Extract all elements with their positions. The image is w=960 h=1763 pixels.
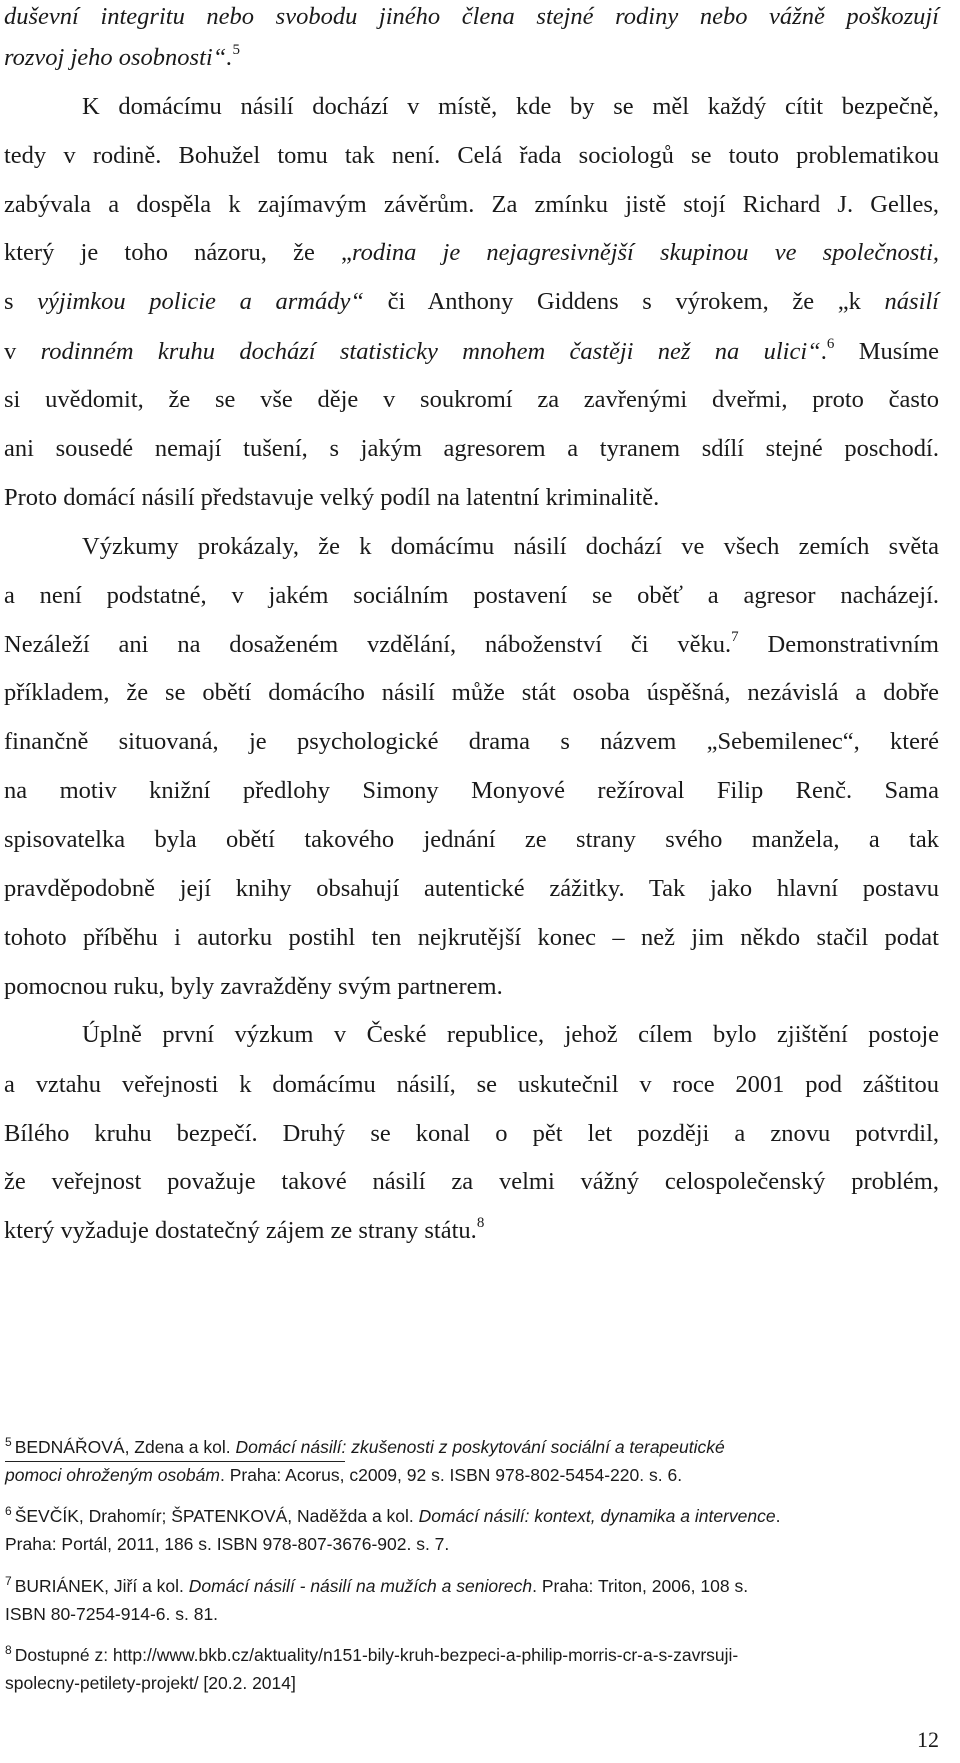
text-run: Praha: Portál, 2011, 186 s. ISBN 978-807-3676-902. s. 7.: [5, 1534, 450, 1554]
text-line: [4, 725, 939, 759]
text-run: že veřejnost považuje takové násilí za velmi vážný celospolečenský problém,: [4, 1168, 939, 1195]
text-run: a vztahu veřejnosti k domácímu násilí, se uskutečnil v roce 2001 pod záštitou: [4, 1071, 939, 1098]
footnote-line: [5, 1642, 738, 1668]
text-run: si uvědomit, že se vše děje v soukromí za zavřenými dveřmi, proto často: [4, 386, 939, 413]
text-run: tohoto příběhu i autorku postihl ten nejkrutější konec – než jim někdo stačil podat: [4, 924, 939, 951]
footnote-ref: 7: [731, 629, 739, 645]
text-line: [4, 481, 939, 515]
text-line: [4, 872, 939, 906]
footnote-ref: 7: [5, 1574, 12, 1588]
text-run: . Praha: Acorus, c2009, 92 s. ISBN 978-802-5454-220. s. 6.: [219, 1465, 683, 1485]
text-run: Výzkumy prokázaly, že k domácímu násilí dochází ve všech zemích světa: [82, 533, 939, 560]
footnote-line: [5, 1573, 748, 1599]
italic-text: rodina je nejagresivnější skupinou ve společnosti,: [351, 239, 939, 266]
footnote-line: [5, 1503, 781, 1529]
italic-text: pomoci ohroženým osobám: [5, 1465, 220, 1485]
text-line: [4, 970, 939, 1004]
footnote-ref: 6: [826, 336, 835, 352]
text-line: [4, 1165, 939, 1199]
footnote-ref: 5: [232, 42, 240, 58]
text-line: [82, 530, 939, 564]
footnote-ref: 8: [476, 1215, 485, 1231]
text-run: finančně situovaná, je psychologické drama s názvem „Sebemilenec“, které: [4, 728, 939, 755]
text-run: . Praha: Triton, 2006, 108 s.: [532, 1576, 749, 1596]
text-run: BURIÁNEK, Jiří a kol.: [14, 1576, 189, 1596]
footnote-ref: 6: [5, 1504, 12, 1518]
text-run: ani sousedé nemají tušení, s jakým agresorem a tyranem sdílí stejné poschodí.: [4, 435, 939, 462]
text-line: [4, 432, 939, 466]
footnote-ref: 8: [5, 1643, 12, 1657]
italic-text: Domácí násilí - násilí na mužích a seniorech: [188, 1576, 533, 1596]
footnote-ref: 5: [5, 1435, 12, 1449]
text-run: tedy v rodině. Bohužel tomu tak není. Celá řada sociologů se touto problematikou: [4, 142, 939, 169]
text-run: který je toho názoru, že „: [4, 239, 352, 266]
text-run: Úplně první výzkum v České republice, jehož cílem bylo zjištění postoje: [82, 1021, 939, 1048]
text-line: [4, 383, 939, 417]
footnote-line: [5, 1670, 296, 1696]
text-run: v: [4, 338, 41, 365]
text-line: [4, 139, 939, 173]
text-run: a není podstatné, v jakém sociálním postavení se oběť a agresor nacházejí.: [4, 582, 939, 609]
text-run: BEDNÁŘOVÁ, Zdena a kol.: [14, 1437, 236, 1457]
text-line: [4, 774, 939, 808]
text-run: K domácímu násilí dochází v místě, kde by se měl každý cítit bezpečně,: [82, 93, 939, 120]
footnote-line: [5, 1531, 449, 1557]
text-run: pomocnou ruku, byly zavražděny svým partnerem.: [4, 973, 503, 1000]
text-run: který vyžaduje dostatečný zájem ze strany státu.: [4, 1217, 477, 1244]
footnote-line: [5, 1434, 725, 1460]
text-run: Nezáleží ani na dosaženém vzdělání, náboženství či věku.: [4, 631, 732, 658]
text-run: zabývala a dospěla k zajímavým závěrům. Za zmínku jistě stojí Richard J. Gelles,: [4, 191, 939, 218]
italic-text: duševní integritu nebo svobodu jiného člena stejné rodiny nebo vážně poškozují: [4, 3, 939, 30]
text-run: .: [775, 1506, 781, 1526]
footnote-line: [5, 1462, 682, 1488]
text-run: příkladem, že se obětí domácího násilí může stát osoba úspěšná, nezávislá a dobře: [4, 679, 939, 706]
text-run: pravděpodobně její knihy obsahují autentické zážitky. Tak jako hlavní postavu: [4, 875, 939, 902]
text-line: [4, 188, 939, 222]
footnote-line: [5, 1601, 218, 1627]
text-run: Demonstrativním: [738, 631, 939, 658]
text-run: na motiv knižní předlohy Simony Monyové režíroval Filip Renč. Sama: [4, 777, 939, 804]
text-run: spolecny-petilety-projekt/ [20.2. 2014]: [5, 1673, 296, 1693]
italic-text: rodinném kruhu dochází statisticky mnohem častěji než na ulici“: [40, 338, 821, 365]
italic-text: výjimkou policie a armády“: [37, 288, 364, 315]
text-run: ISBN 80-7254-914-6. s. 81.: [5, 1604, 219, 1624]
text-line: [4, 236, 939, 270]
text-line: [4, 628, 939, 662]
text-line: [4, 335, 939, 369]
text-line: [82, 1018, 939, 1052]
text-run: Dostupné z: http://www.bkb.cz/aktuality/n151-bily-kruh-bezpeci-a-philip-morris-cr-a-s-zavrsuji-: [14, 1645, 739, 1665]
text-line: [4, 823, 939, 857]
text-run: Musíme: [834, 338, 939, 365]
text-run: či Anthony Giddens s výrokem, že „k: [363, 288, 885, 315]
text-line: [4, 1214, 939, 1248]
text-line: [4, 1068, 939, 1102]
text-run: Bílého kruhu bezpečí. Druhý se konal o pět let později a znovu potvrdil,: [4, 1120, 939, 1147]
text-run: Proto domácí násilí představuje velký podíl na latentní kriminalitě.: [4, 484, 660, 511]
italic-text: násilí: [884, 288, 939, 315]
text-run: .: [820, 338, 827, 365]
text-run: ŠEVČÍK, Drahomír; ŠPATENKOVÁ, Naděžda a kol.: [14, 1506, 419, 1526]
text-run: s: [4, 288, 38, 315]
page-number: 12: [917, 1727, 939, 1752]
text-line: [82, 90, 939, 124]
text-line: [4, 1117, 939, 1151]
text-line: [4, 0, 939, 34]
text-run: spisovatelka byla obětí takového jednání ze strany svého manžela, a tak: [4, 826, 939, 853]
italic-text: Domácí násilí: kontext, dynamika a intervence: [418, 1506, 776, 1526]
text-line: [4, 579, 939, 613]
text-line: [4, 921, 939, 955]
text-line: [4, 676, 939, 710]
text-line: [4, 41, 939, 75]
italic-text: Domácí násilí: zkušenosti z poskytování sociální a terapeutické: [235, 1437, 725, 1457]
text-line: [4, 285, 939, 319]
italic-text: rozvoj jeho osobnosti“.: [4, 44, 233, 71]
